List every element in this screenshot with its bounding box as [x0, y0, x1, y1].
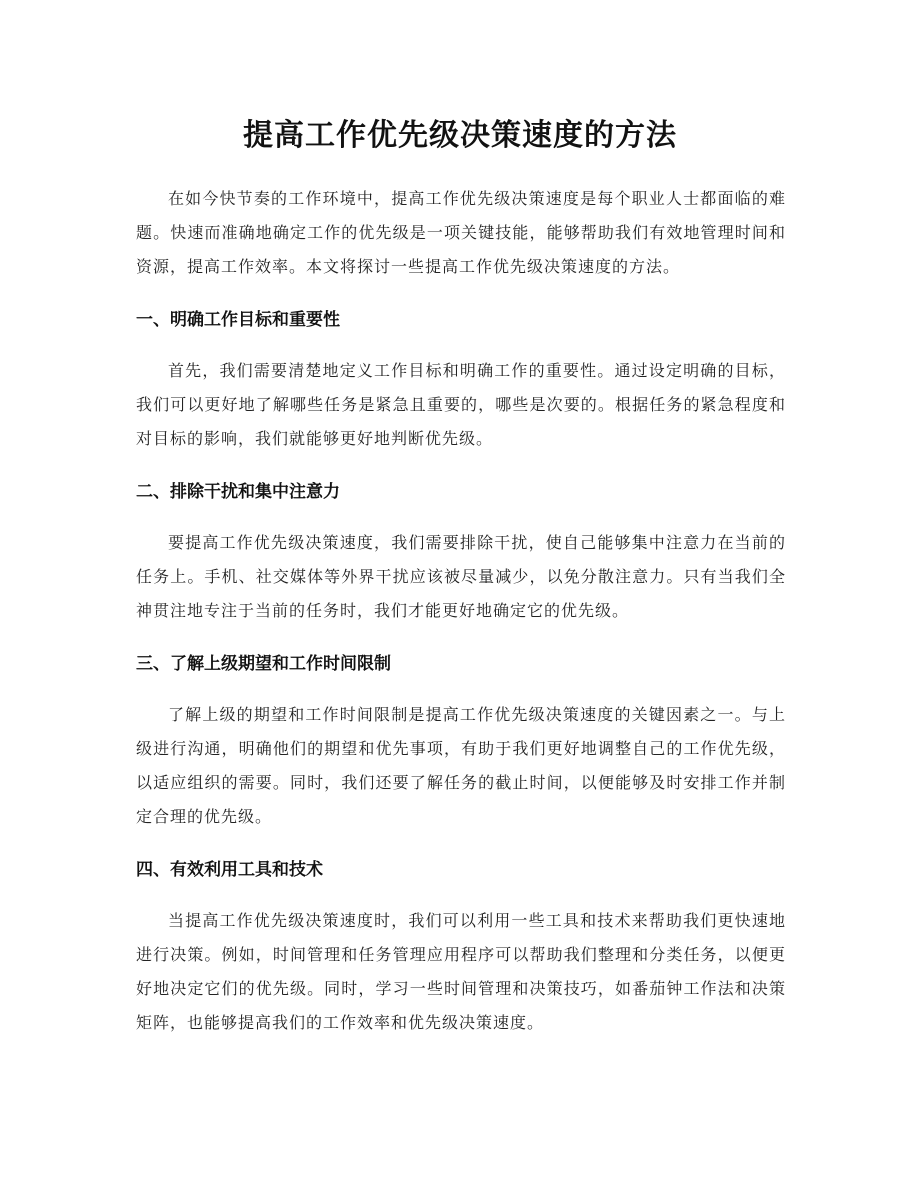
section-heading-2: 二、排除干扰和集中注意力	[136, 482, 340, 502]
page-title: 提高工作优先级决策速度的方法	[243, 118, 677, 153]
section-paragraph-2: 要提高工作优先级决策速度，我们需要排除干扰，使自己能够集中注意力在当前的任务上。手机、社交媒体等外界干扰应该被尽量减少，以免分散注意力。只有当我们全神贯注地专注于当前的任务时，我们才能更好地确定它的优先级。	[136, 533, 786, 620]
intro-paragraph: 在如今快节奏的工作环境中，提高工作优先级决策速度是每个职业人士都面临的难题。快速而准确地确定工作的优先级是一项关键技能，能够帮助我们有效地管理时间和资源，提高工作效率。本文将探讨一些提高工作优先级决策速度的方法。	[136, 189, 786, 276]
section-paragraph-3: 了解上级的期望和工作时间限制是提高工作优先级决策速度的关键因素之一。与上级进行沟通，明确他们的期望和优先事项，有助于我们更好地调整自己的工作优先级，以适应组织的需要。同时，我们还要了解任务的截止时间，以便能够及时安排工作并制定合理的优先级。	[136, 705, 786, 826]
section-heading-1: 一、明确工作目标和重要性	[136, 310, 340, 330]
section-heading-4: 四、有效利用工具和技术	[136, 860, 323, 880]
section-paragraph-4: 当提高工作优先级决策速度时，我们可以利用一些工具和技术来帮助我们更快速地进行决策。例如，时间管理和任务管理应用程序可以帮助我们整理和分类任务，以便更好地决定它们的优先级。同时，学习一些时间管理和决策技巧，如番茄钟工作法和决策矩阵，也能够提高我们的工作效率和优先级决策速度。	[136, 911, 786, 1032]
section-heading-3: 三、了解上级期望和工作时间限制	[136, 654, 391, 674]
section-paragraph-1: 首先，我们需要清楚地定义工作目标和明确工作的重要性。通过设定明确的目标，我们可以更好地了解哪些任务是紧急且重要的，哪些是次要的。根据任务的紧急程度和对目标的影响，我们就能够更好地判断优先级。	[136, 361, 786, 448]
document-body	[136, 182, 786, 1040]
